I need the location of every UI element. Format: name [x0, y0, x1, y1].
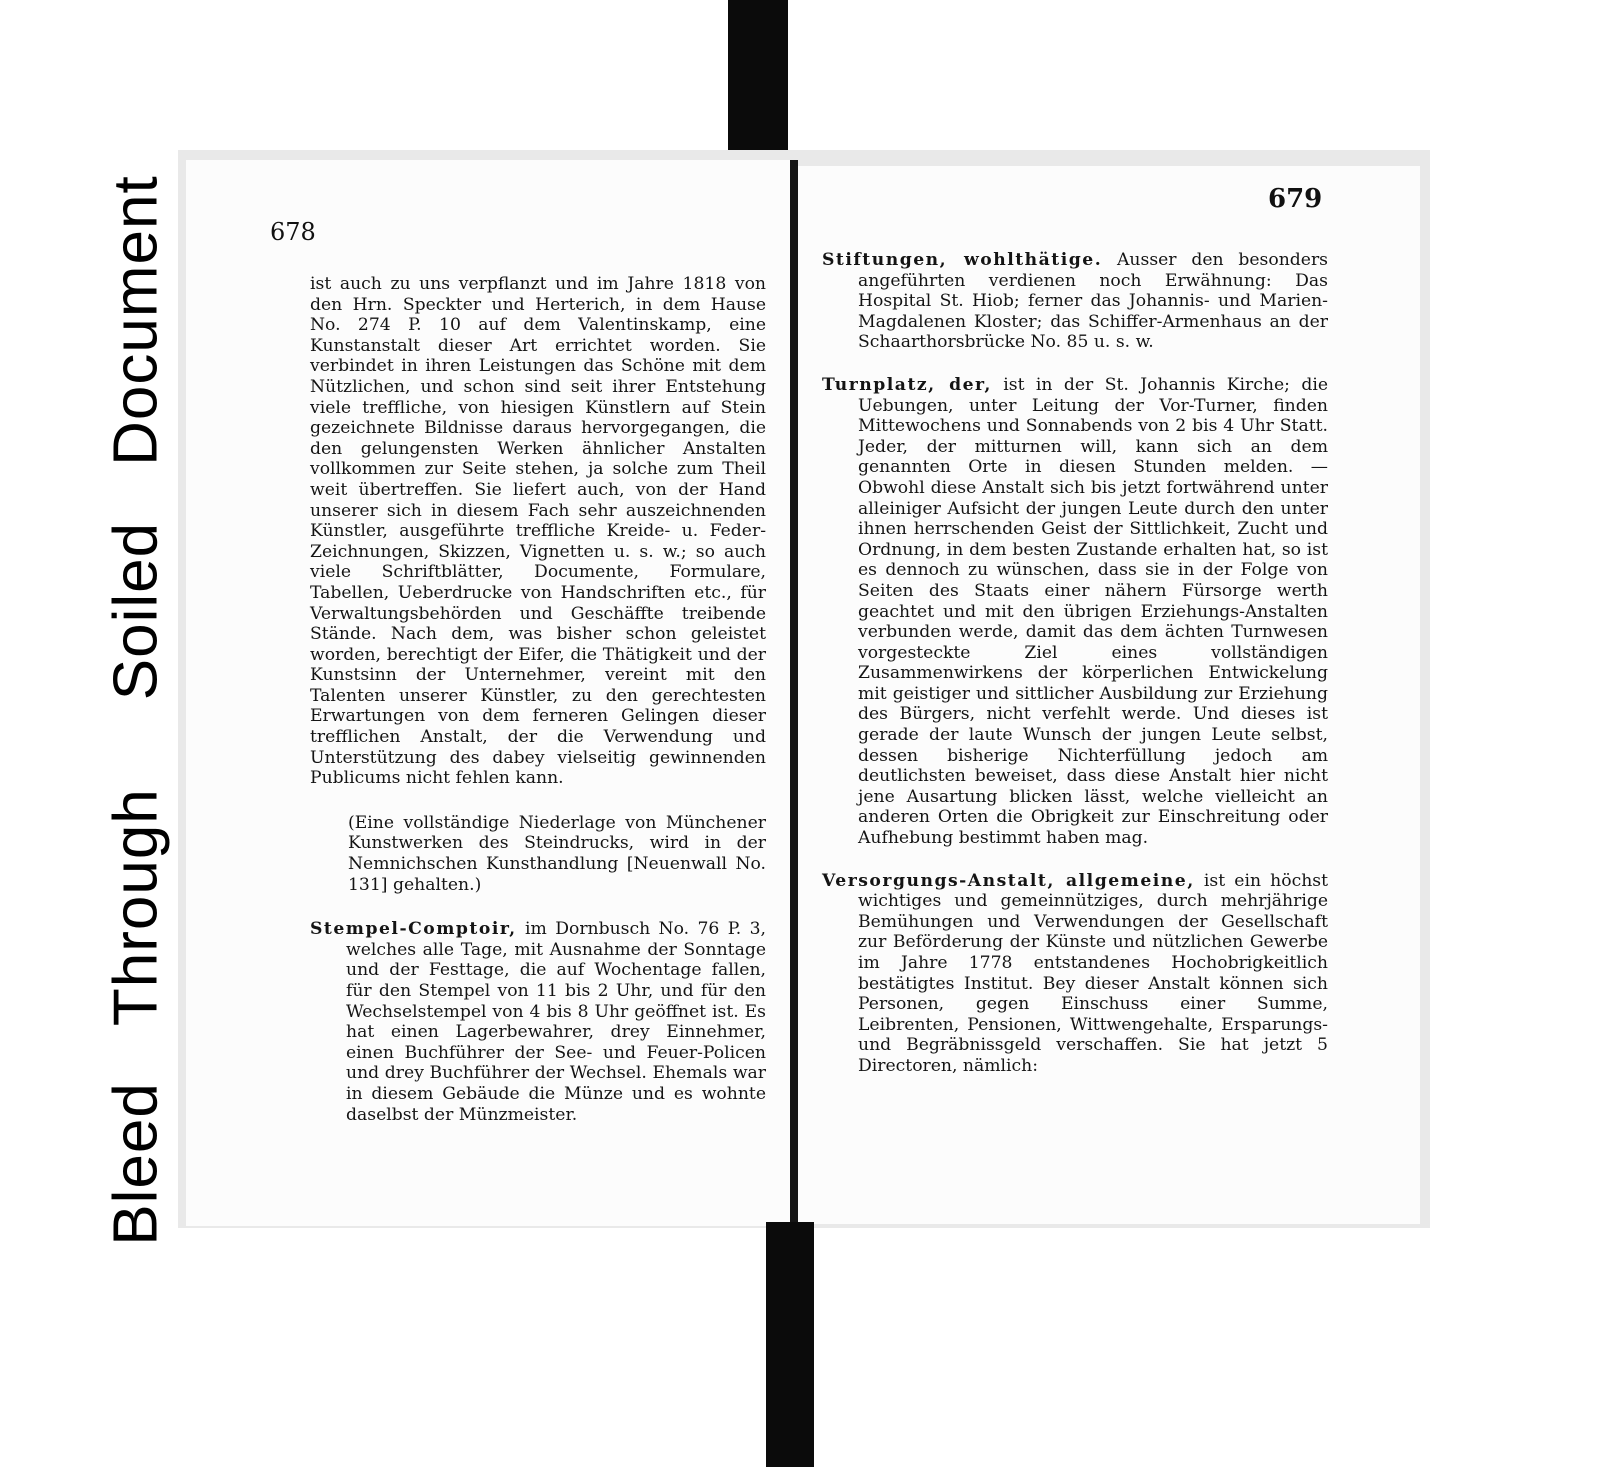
left-entry-body: im Dornbusch No. 76 P. 3, welches alle Tage, mit Ausnahme der Sonntage und der Festtage, die auf Wochentage fallen, für den Stempel von 11 bis 2 Uhr, und für den Wechselstempel von 4 bis 8 Uhr geöffnet ist. Es hat einen Lagerbewahrer, drey Einnehmer, einen Buchführer der See- und Feuer-Policen und drey Buchführer der Wechsel. Ehemals war in diesem Gebäude die Münze und es wohnte daselbst der Münzmeister. — [346, 919, 766, 1125]
left-paragraph-2: (Eine vollständige Niederlage von Münchener Kunstwerken des Steindrucks, wird in der Nemnichschen Kunsthandlung [Neuenwall No. 131] gehalten.) — [348, 812, 766, 895]
right-entry-3-headword: Versorgungs-Anstalt, allgemeine, — [822, 870, 1195, 891]
right-entry-3-body: ist ein höchst wichtiges und gemeinnütziges, durch mehrjährige Bemühungen und Verwendungen der Gesellschaft zur Beförderung der Künste und nützlichen Gewerbe im Jahre 1778 entstandenes Hochobrigkeitlich bestätigtes Institut. Bey dieser Anstalt können sich Personen, gegen Einschuss einer Summe, Leibrenten, Pensionen, Wittwengehalte, Ersparungs- und Begräbnissgeld verschaffen. Sie hat jetzt 5 Directoren, nämlich: — [858, 870, 1329, 1076]
right-page-number: 679 — [1268, 184, 1323, 214]
left-text-column — [310, 274, 766, 1147]
right-entry-1-body: Ausser den besonders angeführten verdienen noch Erwähnung: Das Hospital St. Hiob; ferner das Johannis- und Marien-Magdalenen Kloster; das Schiffer-Armenhaus an der Schaarthorsbrücke No. 85 u. s. w. — [858, 250, 1328, 353]
left-entry-headword: Stempel-Comptoir, — [310, 919, 517, 940]
left-page-number: 678 — [270, 218, 316, 246]
stamp-word-through: Through — [101, 787, 171, 1026]
right-entry-turnplatz — [822, 375, 1328, 849]
right-entry-2-headword: Turnplatz, der, — [822, 374, 992, 395]
right-entry-versorgungs-anstalt — [822, 871, 1328, 1077]
top-binding-strip — [728, 0, 788, 158]
stamp-word-bleed: Bleed — [101, 1081, 171, 1246]
condition-stamp — [88, 174, 184, 1246]
stamp-word-document: Document — [101, 174, 171, 466]
right-entry-stiftungen — [822, 250, 1328, 353]
left-paragraph-1: ist auch zu uns verpflanzt und im Jahre 1818 von den Hrn. Speckter und Herterich, in dem Hause No. 274 P. 10 auf dem Valentinskamp, eine Kunstanstalt dieser Art errichtet worden. Sie verbindet in ihren Leistungen das Schöne mit dem Nützlichen, und schon sind seit ihrer Entstehung viele treffliche, von hiesigen Künstlern auf Stein gezeichnete Bildnisse daraus hervorgegangen, die den gelungensten Werken ähnlicher Anstalten vollkommen zur Seite stehen, ja solche zum Theil weit übertreffen. Sie liefert auch, von der Hand unserer sich in diesem Fach sehr auszeichnenden Künstler, ausgeführte treffliche Kreide- u. Feder-Zeichnungen, Skizzen, Vignetten u. s. w.; so auch viele Schriftblätter, Documente, Formulare, Tabellen, Ueberdrucke von Handschriften etc., für Verwaltungsbehörden und Geschäffte treibende Stände. Nach dem, was bisher schon geleistet worden, berechtigt der Eifer, die Thätigkeit und der Kunstsinn der Unternehmer, vereint mit den Talenten unserer Künstler, zu den gerechtesten Erwartungen von dem ferneren Gelingen dieser trefflichen Anstalt, der die Verwendung und Unterstützung des dabey vielseitig gewinnenden Publicums nicht fehlen kann. — [310, 274, 766, 789]
right-entry-2-body: ist in der St. Johannis Kirche; die Uebungen, unter Leitung der Vor-Turner, finden Mittewochens und Sonnabends von 2 bis 4 Uhr Statt. Jeder, der mitturnen will, kann sich an dem genannten Orte in diesen Stunden melden. — Obwohl diese Anstalt sich bis jetzt fortwährend unter alleiniger Aufsicht der jungen Leute durch den unter ihnen herrschenden Geist der Sittlichkeit, Zucht und Ordnung, in dem besten Zustande erhalten hat, so ist es dennoch zu wünschen, dass sie in der Folge von Seiten des Staats einer nähern Fürsorge werth geachtet und mit den übrigen Erziehungs-Anstalten verbunden werde, damit das dem ächten Turnwesen vorgesteckte Ziel eines vollständigen Zusammenwirkens der körperlichen Entwickelung mit geistiger und sittlicher Ausbildung zur Erziehung des Bürgers, nicht verfehlt werde. Und dieses ist gerade der laute Wunsch der jungen Leute selbst, dessen bisherige Nichterfüllung jedoch am deutlichsten beweiset, dass diese Anstalt hier nicht jene Ausartung blicken lässt, welche vielleicht an anderen Orten die Obrigkeit zur Einschreitung oder Aufhebung bestimmt haben mag. — [858, 374, 1329, 849]
stamp-word-soiled: Soiled — [101, 521, 171, 700]
book-gutter — [790, 160, 798, 1226]
left-entry-stempel-comptoir — [310, 919, 766, 1125]
right-text-column — [822, 250, 1328, 1099]
bottom-binding-strip — [766, 1222, 814, 1467]
right-entry-1-headword: Stiftungen, wohlthätige. — [822, 250, 1103, 270]
